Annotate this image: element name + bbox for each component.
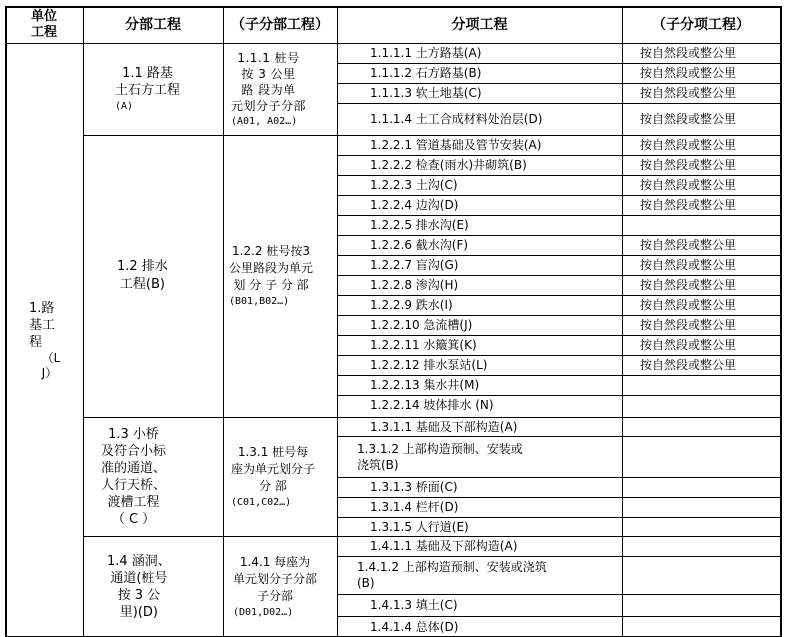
- sub-item-cell: 按自然段或整公里: [640, 277, 737, 292]
- item-cell: 1.3.1.2 上部构造预制、安装或 浇筑(B): [357, 441, 523, 472]
- item-cell: 1.2.2.8 渗沟(H): [370, 278, 459, 292]
- item-cell: 1.3.1.4 栏杆(D): [370, 500, 459, 514]
- sub-item-cell: [622, 517, 780, 536]
- grid-line: [337, 255, 780, 256]
- sub-item-cell: 按自然段或整公里: [640, 45, 737, 60]
- item-cell: 1.4.1.2 上部构造预制、安装或浇筑 (B): [357, 560, 547, 590]
- sub-division-label: 1.1.1 桩号 按 3 公里 路 段为单 元划分子分部: [231, 50, 307, 113]
- grid-line: [337, 155, 780, 156]
- sub-item-cell: [622, 215, 780, 235]
- grid-line: [337, 315, 780, 316]
- grid-line: [337, 497, 780, 498]
- division-1-1: [83, 43, 223, 135]
- sub-item-cell: [622, 497, 780, 517]
- sub-division-code: (B01,B02…): [229, 296, 290, 307]
- sub-division-label: 1.2.2 桩号按3 公里路段为单元 划 分 子 分 部: [229, 244, 314, 292]
- sub-item-cell: 按自然段或整公里: [640, 157, 737, 172]
- grid-line: [337, 355, 780, 356]
- sub-division-code: (C01,C02…): [231, 496, 292, 508]
- grid-line: [83, 536, 781, 537]
- grid-line: [337, 556, 780, 557]
- grid-line: [83, 135, 781, 136]
- item-cell: 1.4.1.3 填土(C): [370, 598, 458, 612]
- sub-item-cell: 按自然段或整公里: [640, 237, 737, 252]
- item-cell: 1.2.2.2 检查(雨水)井砌筑(B): [370, 158, 527, 172]
- grid-line: [83, 417, 781, 418]
- sub-item-cell: [622, 556, 780, 594]
- item-cell: 1.2.2.13 集水井(M): [370, 378, 480, 392]
- item-cell: 1.1.1.4 土工合成材料处治层(D): [370, 112, 543, 126]
- sub-item-cell: 按自然段或整公里: [640, 137, 737, 152]
- unit-project-label: 1.路 基工 程: [28, 300, 55, 350]
- header-sub-division: （子分部工程）: [231, 16, 329, 33]
- item-cell: 1.4.1.4 总体(D): [370, 619, 459, 634]
- grid-line: [5, 43, 781, 44]
- sub-item-cell: [622, 417, 780, 436]
- grid-line: [337, 195, 780, 196]
- unit-project-code: （L J）: [41, 350, 61, 380]
- item-cell: 1.1.1.1 土方路基(A): [370, 46, 482, 60]
- item-cell: 1.3.1.1 基础及下部构造(A): [370, 419, 518, 434]
- sub-division-1-4-1: [223, 536, 337, 637]
- grid-line: [337, 616, 780, 617]
- grid-line: [337, 6, 338, 637]
- sub-item-cell: [622, 594, 780, 616]
- sub-item-cell: 按自然段或整公里: [640, 337, 737, 352]
- sub-item-cell: 按自然段或整公里: [640, 257, 737, 272]
- sub-division-code: (D01,D02…): [233, 606, 294, 618]
- item-cell: 1.2.2.10 急流槽(J): [370, 318, 473, 332]
- division-1-3: [83, 417, 223, 536]
- grid-line: [337, 517, 780, 518]
- header-division: 分部工程: [125, 16, 181, 33]
- grid-line: [337, 335, 780, 336]
- division-1-4: [83, 536, 223, 637]
- grid-line: [337, 63, 780, 64]
- sub-item-cell: [622, 436, 780, 477]
- sub-item-cell: [622, 616, 780, 637]
- item-cell: 1.2.2.4 边沟(D): [370, 198, 459, 212]
- sub-item-cell: [622, 477, 780, 497]
- item-cell: 1.3.1.3 桥面(C): [370, 480, 458, 494]
- item-cell: 1.2.2.5 排水沟(E): [370, 218, 469, 232]
- item-cell: 1.2.2.14 坡体排水 (N): [370, 398, 494, 412]
- item-cell: 1.1.1.3 软土地基(C): [370, 86, 482, 100]
- division-code: (A): [115, 100, 134, 112]
- division-label: 1.2 排水 工程(B): [117, 259, 168, 292]
- sub-item-cell: 按自然段或整公里: [640, 297, 737, 312]
- grid-line: [337, 83, 780, 84]
- grid-line: [5, 6, 7, 637]
- sub-item-cell: 按自然段或整公里: [640, 197, 737, 212]
- item-cell: 1.3.1.5 人行道(E): [370, 519, 469, 534]
- grid-line: [337, 103, 780, 104]
- sub-item-cell: 按自然段或整公里: [640, 111, 737, 126]
- item-cell: 1.1.1.2 石方路基(B): [370, 66, 482, 80]
- division-1-2: [83, 135, 223, 417]
- header-item: 分项工程: [451, 16, 508, 33]
- sub-division-code: (A01, A02…): [231, 115, 298, 127]
- header-unit-project: 单位 工程: [30, 9, 57, 40]
- sub-item-cell: 按自然段或整公里: [640, 317, 737, 332]
- item-cell: 1.2.2.9 跌水(I): [370, 298, 453, 312]
- grid-line: [337, 235, 780, 236]
- division-label: 1.4 涵洞、 通道(桩号 按 3 公 里)(D): [107, 553, 171, 620]
- sub-division-1-2-2: [223, 135, 337, 417]
- item-cell: 1.2.2.3 土沟(C): [370, 178, 458, 192]
- grid-line: [83, 6, 84, 637]
- grid-line: [337, 295, 780, 296]
- grid-line: [337, 436, 780, 437]
- sub-item-cell: [622, 536, 780, 556]
- item-cell: 1.2.2.1 管道基础及管节安装(A): [370, 138, 542, 152]
- item-cell: 1.2.2.7 盲沟(G): [370, 258, 459, 272]
- unit-project-cell: [5, 43, 83, 637]
- sub-division-1-1-1: [223, 43, 337, 135]
- sub-item-cell: [622, 375, 780, 395]
- sub-item-cell: 按自然段或整公里: [640, 65, 737, 80]
- grid-line: [337, 215, 780, 216]
- grid-line: [5, 6, 781, 8]
- grid-line: [337, 594, 780, 595]
- item-cell: 1.4.1.1 基础及下部构造(A): [370, 539, 518, 553]
- sub-division-label: 1.4.1 每座为 单元划分子分部 子分部: [233, 554, 318, 603]
- grid-line: [622, 6, 623, 637]
- grid-line: [780, 6, 782, 637]
- sub-item-cell: 按自然段或整公里: [640, 85, 737, 100]
- item-cell: 1.2.2.6 截水沟(F): [370, 238, 469, 252]
- sub-division-1-3-1: [223, 417, 337, 536]
- sub-item-cell: 按自然段或整公里: [640, 177, 737, 192]
- grid-line: [337, 395, 780, 396]
- item-cell: 1.2.2.11 水簸箕(K): [370, 338, 477, 352]
- division-label: 1.3 小桥 及符合小标 准的通道、 人行天桥、 渡槽工程 （ C ）: [101, 426, 167, 527]
- sub-division-label: 1.3.1 桩号每 座为单元划分子 分 部: [231, 444, 316, 493]
- grid-line: [337, 375, 780, 376]
- grid-line: [337, 477, 780, 478]
- sub-item-cell: 按自然段或整公里: [640, 357, 737, 372]
- grid-line: [337, 175, 780, 176]
- sub-item-cell: [622, 395, 780, 415]
- item-cell: 1.2.2.12 排水泵站(L): [370, 358, 488, 372]
- grid-line: [223, 6, 224, 637]
- division-label: 1.1 路基 土石方工程: [115, 65, 181, 98]
- header-sub-item: （子分项工程）: [652, 16, 750, 33]
- grid-line: [337, 275, 780, 276]
